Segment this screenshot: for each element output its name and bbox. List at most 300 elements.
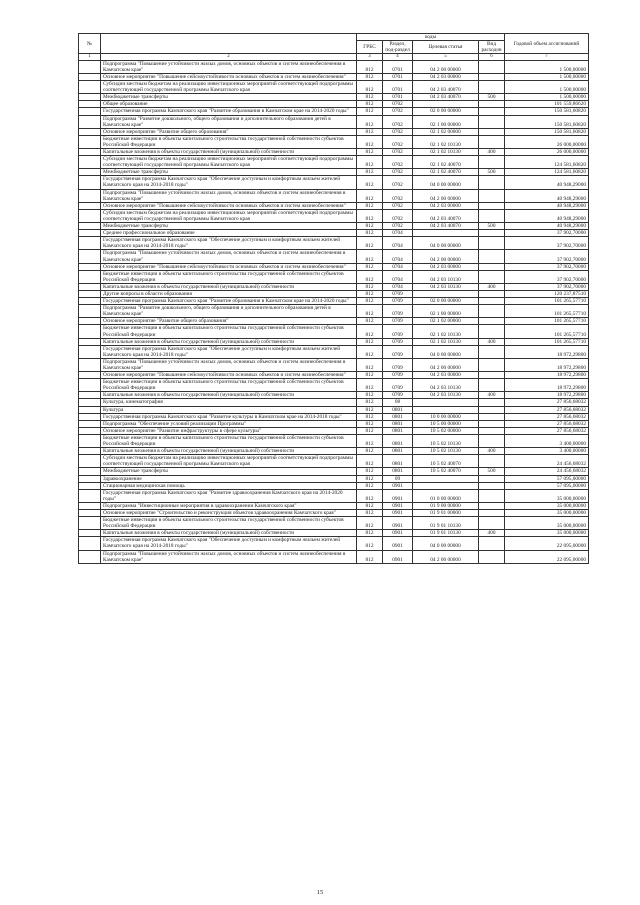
row-name-cell: Основное мероприятие "Повышение сейсмоустойчивости основных объектов и систем жизнеобеспечения" bbox=[101, 372, 357, 379]
row-sum-cell: 40 948,29000 bbox=[505, 202, 589, 209]
row-vr-cell: 500 bbox=[479, 468, 505, 475]
table-row bbox=[79, 550, 589, 563]
row-sum-cell: 35 000,00000 bbox=[505, 509, 589, 516]
row-name-cell: Государственная программа Камчатского края "Развитие культуры в Камчатском крае на 2014-2018 годы" bbox=[101, 413, 357, 420]
row-number-cell bbox=[79, 176, 101, 189]
row-number-cell bbox=[79, 413, 101, 420]
row-name-cell: Капитальные вложения в объекты государственной (муниципальной) собственности bbox=[101, 530, 357, 537]
row-grbs-cell: 812 bbox=[357, 489, 383, 502]
row-sum-cell: 27 856,68032 bbox=[505, 420, 589, 427]
row-sum-cell: 27 856,68032 bbox=[505, 427, 589, 434]
row-cs-cell: 10 5 02 10130 bbox=[413, 448, 479, 455]
row-name-cell: Бюджетные инвестиции в объекты капитального строительства государственной собственности субъектов Российской Федерации bbox=[101, 325, 357, 338]
row-name-cell: Бюджетные инвестиции в объекты капитального строительства государственной собственности субъектов Российской Федерации bbox=[101, 270, 357, 283]
row-cs-cell: 04 0 00 00000 bbox=[413, 176, 479, 189]
row-grbs-cell: 812 bbox=[357, 108, 383, 115]
row-vr-cell bbox=[479, 135, 505, 148]
row-sum-cell: 40 948,29000 bbox=[505, 176, 589, 189]
row-grbs-cell: 812 bbox=[357, 189, 383, 202]
row-name-cell: Культура, кинематография bbox=[101, 399, 357, 406]
row-grbs-cell: 812 bbox=[357, 250, 383, 263]
row-number-cell bbox=[79, 230, 101, 237]
row-cs-cell: 04 2 00 00000 bbox=[413, 60, 479, 73]
table-row bbox=[79, 73, 589, 80]
col-vr-header: Вид расходов bbox=[479, 41, 505, 54]
row-razdel-cell: 0801 bbox=[383, 468, 413, 475]
table-row bbox=[79, 325, 589, 338]
table-row bbox=[79, 434, 589, 447]
row-number-cell bbox=[79, 149, 101, 156]
row-grbs-cell: 812 bbox=[357, 502, 383, 509]
row-vr-cell bbox=[479, 108, 505, 115]
row-vr-cell bbox=[479, 115, 505, 128]
row-number-cell bbox=[79, 318, 101, 325]
row-razdel-cell: 0901 bbox=[383, 489, 413, 502]
table-row bbox=[79, 298, 589, 305]
table-row bbox=[79, 427, 589, 434]
row-grbs-cell: 812 bbox=[357, 115, 383, 128]
row-sum-cell: 57 095,00000 bbox=[505, 482, 589, 489]
row-number-cell bbox=[79, 338, 101, 345]
row-grbs-cell: 812 bbox=[357, 81, 383, 94]
row-grbs-cell: 812 bbox=[357, 230, 383, 237]
row-cs-cell: 10 0 00 00000 bbox=[413, 413, 479, 420]
row-grbs-cell: 812 bbox=[357, 413, 383, 420]
row-number-cell bbox=[79, 94, 101, 101]
row-razdel-cell: 0709 bbox=[383, 358, 413, 371]
row-cs-cell bbox=[413, 406, 479, 413]
table-row bbox=[79, 176, 589, 189]
row-name-cell: Подпрограмма "Повышение устойчивости жилых домов, основных объектов и систем жизнеобеспечения в Камчатском крае" bbox=[101, 358, 357, 371]
table-row bbox=[79, 420, 589, 427]
row-sum-cell: 27 856,68032 bbox=[505, 399, 589, 406]
row-vr-cell bbox=[479, 482, 505, 489]
row-razdel-cell: 0901 bbox=[383, 482, 413, 489]
table-row bbox=[79, 169, 589, 176]
row-sum-cell: 101 265,57710 bbox=[505, 305, 589, 318]
row-razdel-cell: 0702 bbox=[383, 115, 413, 128]
row-name-cell: Субсидии местным бюджетам на реализацию инвестиционных мероприятий соответствующей подпрограммы соответствующей государственной программы Камчатского края bbox=[101, 455, 357, 468]
row-number-cell bbox=[79, 128, 101, 135]
row-name-cell: Основное мероприятие "Повышение сейсмоустойчивости основных объектов и систем жизнеобеспечения" bbox=[101, 263, 357, 270]
row-name-cell: Государственная программа Камчатского края "Развитие образования в Камчатском крае на 2014-2020 годы" bbox=[101, 108, 357, 115]
row-cs-cell: 02 1 02 40070 bbox=[413, 169, 479, 176]
row-cs-cell: 01 9 00 00000 bbox=[413, 502, 479, 509]
row-name-cell: Межбюджетные трансферты bbox=[101, 223, 357, 230]
row-cs-cell: 02 1 02 10130 bbox=[413, 149, 479, 156]
row-grbs-cell: 812 bbox=[357, 550, 383, 563]
row-name-cell: Общее образование bbox=[101, 101, 357, 108]
row-number-cell bbox=[79, 537, 101, 550]
row-grbs-cell: 812 bbox=[357, 101, 383, 108]
row-razdel-cell: 0701 bbox=[383, 81, 413, 94]
row-sum-cell: 37 902,70000 bbox=[505, 283, 589, 290]
row-sum-cell: 150 581,60820 bbox=[505, 128, 589, 135]
row-cs-cell bbox=[413, 399, 479, 406]
row-cs-cell bbox=[413, 230, 479, 237]
row-vr-cell bbox=[479, 420, 505, 427]
row-cs-cell bbox=[413, 482, 479, 489]
table-row bbox=[79, 468, 589, 475]
table-row bbox=[79, 81, 589, 94]
row-razdel-cell: 0901 bbox=[383, 530, 413, 537]
row-razdel-cell: 0901 bbox=[383, 517, 413, 530]
row-razdel-cell: 0801 bbox=[383, 448, 413, 455]
row-cs-cell: 10 5 00 00000 bbox=[413, 420, 479, 427]
row-vr-cell bbox=[479, 128, 505, 135]
row-razdel-cell: 0701 bbox=[383, 60, 413, 73]
row-cs-cell: 01 0 00 00000 bbox=[413, 489, 479, 502]
row-razdel-cell: 08 bbox=[383, 399, 413, 406]
row-grbs-cell: 812 bbox=[357, 60, 383, 73]
row-vr-cell: 400 bbox=[479, 338, 505, 345]
row-number-cell bbox=[79, 283, 101, 290]
row-sum-cell: 22 095,00000 bbox=[505, 550, 589, 563]
row-cs-cell: 04 0 00 00000 bbox=[413, 237, 479, 250]
row-cs-cell: 02 1 02 00000 bbox=[413, 128, 479, 135]
row-cs-cell: 04 2 03 10130 bbox=[413, 283, 479, 290]
row-grbs-cell: 812 bbox=[357, 509, 383, 516]
codes-group-header: коды bbox=[357, 34, 505, 41]
row-sum-cell: 26 000,00000 bbox=[505, 149, 589, 156]
row-name-cell: Основное мероприятие "Повышение сейсмоустойчивости основных объектов и систем жизнеобеспечения" bbox=[101, 73, 357, 80]
table-row bbox=[79, 94, 589, 101]
row-number-cell bbox=[79, 468, 101, 475]
row-vr-cell bbox=[479, 101, 505, 108]
row-number-cell bbox=[79, 482, 101, 489]
row-sum-cell: 26 000,00000 bbox=[505, 135, 589, 148]
row-sum-cell: 1 500,00000 bbox=[505, 81, 589, 94]
row-number-cell bbox=[79, 489, 101, 502]
row-sum-cell: 1 500,00000 bbox=[505, 94, 589, 101]
row-name-cell: Подпрограмма "Развитие дошкольного, общего образования и дополнительного образования детей в Камчатском крае" bbox=[101, 115, 357, 128]
row-sum-cell: 35 000,00000 bbox=[505, 530, 589, 537]
row-grbs-cell: 812 bbox=[357, 345, 383, 358]
row-name-cell: Субсидии местным бюджетам на реализацию инвестиционных мероприятий соответствующей подпрограммы соответствующей государственной программы Камчатского края bbox=[101, 81, 357, 94]
row-sum-cell: 40 948,29000 bbox=[505, 209, 589, 222]
row-grbs-cell: 812 bbox=[357, 209, 383, 222]
row-vr-cell bbox=[479, 379, 505, 392]
row-grbs-cell: 812 bbox=[357, 318, 383, 325]
row-number-cell bbox=[79, 399, 101, 406]
row-vr-cell bbox=[479, 509, 505, 516]
table-row bbox=[79, 250, 589, 263]
row-number-cell bbox=[79, 509, 101, 516]
row-number-cell bbox=[79, 135, 101, 148]
row-sum-cell: 37 902,70000 bbox=[505, 270, 589, 283]
row-razdel-cell: 0709 bbox=[383, 325, 413, 338]
row-name-cell: Основное мероприятие "Развитие общего образования" bbox=[101, 128, 357, 135]
table-row bbox=[79, 237, 589, 250]
table-row bbox=[79, 489, 589, 502]
row-number-cell bbox=[79, 325, 101, 338]
row-cs-cell: 02 1 02 40070 bbox=[413, 156, 479, 169]
row-razdel-cell: 0702 bbox=[383, 108, 413, 115]
row-cs-cell bbox=[413, 101, 479, 108]
row-grbs-cell: 812 bbox=[357, 420, 383, 427]
row-sum-cell: 150 581,60820 bbox=[505, 115, 589, 128]
row-name-cell: Государственная программа Камчатского края "Развитие образования в Камчатском крае на 2014-2020 годы" bbox=[101, 298, 357, 305]
row-name-cell: Подпрограмма "Развитие дошкольного, общего образования и дополнительного образования детей в Камчатском крае" bbox=[101, 305, 357, 318]
row-vr-cell bbox=[479, 455, 505, 468]
row-razdel-cell: 0702 bbox=[383, 149, 413, 156]
row-name-cell: Государственная программа Камчатского края "Обеспечение доступным и комфортным жильем жителей Камчатского края на 2014-2018 годы" bbox=[101, 176, 357, 189]
row-cs-cell: 04 2 03 10130 bbox=[413, 379, 479, 392]
row-grbs-cell: 812 bbox=[357, 379, 383, 392]
row-number-cell bbox=[79, 73, 101, 80]
table-row bbox=[79, 115, 589, 128]
row-sum-cell: 27 856,68032 bbox=[505, 413, 589, 420]
row-razdel-cell: 0709 bbox=[383, 290, 413, 297]
row-sum-cell: 3 400,00000 bbox=[505, 448, 589, 455]
row-sum-cell: 124 581,60820 bbox=[505, 169, 589, 176]
row-sum-cell: 1 500,00000 bbox=[505, 73, 589, 80]
row-grbs-cell: 812 bbox=[357, 149, 383, 156]
row-sum-cell: 3 400,00000 bbox=[505, 434, 589, 447]
row-razdel-cell: 0702 bbox=[383, 189, 413, 202]
row-vr-cell bbox=[479, 427, 505, 434]
row-razdel-cell: 0704 bbox=[383, 283, 413, 290]
row-razdel-cell: 0709 bbox=[383, 372, 413, 379]
row-name-cell: Основное мероприятие "Развитие общего образования" bbox=[101, 318, 357, 325]
row-cs-cell: 04 0 00 00000 bbox=[413, 345, 479, 358]
row-razdel-cell: 0901 bbox=[383, 537, 413, 550]
row-vr-cell: 500 bbox=[479, 169, 505, 176]
row-vr-cell: 400 bbox=[479, 448, 505, 455]
row-cs-cell: 01 9 01 10130 bbox=[413, 530, 479, 537]
row-cs-cell: 10 5 02 00000 bbox=[413, 427, 479, 434]
col-num-7: 7 bbox=[505, 54, 589, 61]
row-sum-cell: 24 456,68032 bbox=[505, 455, 589, 468]
row-vr-cell bbox=[479, 250, 505, 263]
row-razdel-cell: 0702 bbox=[383, 209, 413, 222]
budget-table-sheet bbox=[78, 33, 588, 564]
col-num-4: 4 bbox=[383, 54, 413, 61]
row-sum-cell: 37 902,70000 bbox=[505, 250, 589, 263]
row-cs-cell: 04 2 00 00000 bbox=[413, 250, 479, 263]
table-row bbox=[79, 345, 589, 358]
col-cs-header: Целевая статья bbox=[413, 41, 479, 54]
table-body bbox=[79, 60, 589, 563]
row-name-cell: Подпрограмма "Повышение устойчивости жилых домов, основных объектов и систем жизнеобеспечения в Камчатском крае" bbox=[101, 550, 357, 563]
row-vr-cell bbox=[479, 502, 505, 509]
page-number: 15 bbox=[316, 889, 324, 896]
row-sum-cell: 101 265,57710 bbox=[505, 325, 589, 338]
row-sum-cell: 35 000,00000 bbox=[505, 517, 589, 530]
row-number-cell bbox=[79, 434, 101, 447]
row-number-cell bbox=[79, 305, 101, 318]
col-sum-header: Годовой объем ассигнований bbox=[505, 34, 589, 54]
row-razdel-cell: 0901 bbox=[383, 502, 413, 509]
row-number-cell bbox=[79, 223, 101, 230]
table-row bbox=[79, 482, 589, 489]
row-grbs-cell: 812 bbox=[357, 94, 383, 101]
table-row bbox=[79, 128, 589, 135]
row-vr-cell bbox=[479, 406, 505, 413]
col-num-6: 6 bbox=[479, 54, 505, 61]
col-num-2: 2 bbox=[101, 54, 357, 61]
row-cs-cell: 04 2 00 00000 bbox=[413, 550, 479, 563]
col-grbs-header: ГРБС bbox=[357, 41, 383, 54]
row-razdel-cell: 0801 bbox=[383, 455, 413, 468]
table-row bbox=[79, 399, 589, 406]
row-razdel-cell: 09 bbox=[383, 475, 413, 482]
row-razdel-cell: 0702 bbox=[383, 128, 413, 135]
row-razdel-cell: 0709 bbox=[383, 305, 413, 318]
row-name-cell: Основное мероприятие "Развитие инфраструктуры в сфере культуры" bbox=[101, 427, 357, 434]
table-row bbox=[79, 406, 589, 413]
budget-table bbox=[78, 33, 589, 564]
row-number-cell bbox=[79, 60, 101, 73]
row-cs-cell: 04 2 03 10130 bbox=[413, 392, 479, 399]
row-grbs-cell: 812 bbox=[357, 169, 383, 176]
row-name-cell: Подпрограмма "Повышение устойчивости жилых домов, основных объектов и систем жизнеобеспечения в Камчатском крае" bbox=[101, 189, 357, 202]
row-cs-cell: 04 2 03 40070 bbox=[413, 223, 479, 230]
row-cs-cell: 02 1 02 10130 bbox=[413, 325, 479, 338]
row-sum-cell: 18 972,29800 bbox=[505, 345, 589, 358]
row-cs-cell: 04 2 00 00000 bbox=[413, 189, 479, 202]
row-razdel-cell: 0701 bbox=[383, 94, 413, 101]
row-number-cell bbox=[79, 209, 101, 222]
row-sum-cell: 1 500,00000 bbox=[505, 60, 589, 73]
row-vr-cell bbox=[479, 358, 505, 371]
row-number-cell bbox=[79, 156, 101, 169]
row-vr-cell bbox=[479, 399, 505, 406]
row-name-cell: Государственная программа Камчатского края "Обеспечение доступным и комфортным жильем жителей Камчатского края на 2014-2018 годы" bbox=[101, 345, 357, 358]
row-number-cell bbox=[79, 169, 101, 176]
table-row bbox=[79, 530, 589, 537]
table-row bbox=[79, 189, 589, 202]
row-grbs-cell: 812 bbox=[357, 156, 383, 169]
row-name-cell: Подпрограмма "Инвестиционные мероприятия в здравоохранении Камчатского края" bbox=[101, 502, 357, 509]
row-number-cell bbox=[79, 101, 101, 108]
table-row bbox=[79, 149, 589, 156]
row-grbs-cell: 812 bbox=[357, 298, 383, 305]
row-number-cell bbox=[79, 358, 101, 371]
row-grbs-cell: 812 bbox=[357, 406, 383, 413]
table-row bbox=[79, 413, 589, 420]
row-razdel-cell: 0704 bbox=[383, 270, 413, 283]
row-vr-cell bbox=[479, 345, 505, 358]
row-sum-cell: 37 902,70000 bbox=[505, 263, 589, 270]
row-cs-cell: 04 0 00 00000 bbox=[413, 537, 479, 550]
row-vr-cell bbox=[479, 413, 505, 420]
row-grbs-cell: 812 bbox=[357, 176, 383, 189]
row-grbs-cell: 812 bbox=[357, 358, 383, 371]
row-grbs-cell: 812 bbox=[357, 530, 383, 537]
row-vr-cell bbox=[479, 176, 505, 189]
row-grbs-cell: 812 bbox=[357, 73, 383, 80]
row-razdel-cell: 0701 bbox=[383, 73, 413, 80]
row-vr-cell bbox=[479, 550, 505, 563]
row-cs-cell: 10 5 02 10130 bbox=[413, 434, 479, 447]
row-razdel-cell: 0709 bbox=[383, 345, 413, 358]
row-number-cell bbox=[79, 427, 101, 434]
row-razdel-cell: 0704 bbox=[383, 250, 413, 263]
row-number-cell bbox=[79, 379, 101, 392]
row-cs-cell: 02 1 00 00000 bbox=[413, 115, 479, 128]
row-name-cell: Культура bbox=[101, 406, 357, 413]
table-row bbox=[79, 60, 589, 73]
table-row bbox=[79, 270, 589, 283]
row-cs-cell: 02 1 00 00000 bbox=[413, 305, 479, 318]
row-name-cell: Стационарная медицинская помощь bbox=[101, 482, 357, 489]
row-name-cell: Основное мероприятие "Строительство и реконструкция объектов здравоохранения Камчатского края" bbox=[101, 509, 357, 516]
row-grbs-cell: 812 bbox=[357, 270, 383, 283]
row-name-cell: Бюджетные инвестиции в объекты капитального строительства государственной собственности субъектов Российской Федерации bbox=[101, 434, 357, 447]
row-cs-cell: 10 5 02 40070 bbox=[413, 455, 479, 468]
row-name-cell: Бюджетные инвестиции в объекты капитального строительства государственной собственности субъектов Российской Федерации bbox=[101, 517, 357, 530]
table-row bbox=[79, 475, 589, 482]
row-vr-cell bbox=[479, 156, 505, 169]
row-vr-cell bbox=[479, 237, 505, 250]
row-grbs-cell: 812 bbox=[357, 427, 383, 434]
table-row bbox=[79, 537, 589, 550]
row-cs-cell: 02 0 00 00000 bbox=[413, 298, 479, 305]
row-number-cell bbox=[79, 250, 101, 263]
row-vr-cell bbox=[479, 475, 505, 482]
row-sum-cell: 101 265,57710 bbox=[505, 338, 589, 345]
row-number-cell bbox=[79, 392, 101, 399]
table-row bbox=[79, 455, 589, 468]
row-grbs-cell: 812 bbox=[357, 482, 383, 489]
row-number-cell bbox=[79, 475, 101, 482]
row-name-cell: Среднее профессиональное образование bbox=[101, 230, 357, 237]
row-sum-cell: 18 972,29800 bbox=[505, 372, 589, 379]
row-sum-cell: 101 265,57710 bbox=[505, 298, 589, 305]
row-razdel-cell: 0702 bbox=[383, 169, 413, 176]
row-vr-cell bbox=[479, 434, 505, 447]
row-number-cell bbox=[79, 115, 101, 128]
row-cs-cell: 02 1 02 10130 bbox=[413, 338, 479, 345]
row-vr-cell bbox=[479, 325, 505, 338]
row-cs-cell: 02 1 02 10130 bbox=[413, 135, 479, 148]
table-row bbox=[79, 318, 589, 325]
row-name-cell: Капитальные вложения в объекты государственной (муниципальной) собственности bbox=[101, 392, 357, 399]
table-row bbox=[79, 448, 589, 455]
row-razdel-cell: 0702 bbox=[383, 176, 413, 189]
row-name-cell: Здравоохранение bbox=[101, 475, 357, 482]
row-vr-cell bbox=[479, 537, 505, 550]
row-grbs-cell: 812 bbox=[357, 468, 383, 475]
row-sum-cell: 101 559,86620 bbox=[505, 101, 589, 108]
table-row bbox=[79, 101, 589, 108]
row-number-cell bbox=[79, 372, 101, 379]
row-number-cell bbox=[79, 502, 101, 509]
row-razdel-cell: 0702 bbox=[383, 223, 413, 230]
row-razdel-cell: 0709 bbox=[383, 318, 413, 325]
table-row bbox=[79, 358, 589, 371]
row-name-cell: Субсидии местным бюджетам на реализацию инвестиционных мероприятий соответствующей подпрограммы соответствующей государственной программы Камчатского края bbox=[101, 209, 357, 222]
row-vr-cell bbox=[479, 517, 505, 530]
row-cs-cell: 04 2 03 40070 bbox=[413, 209, 479, 222]
row-number-cell bbox=[79, 290, 101, 297]
row-vr-cell: 500 bbox=[479, 223, 505, 230]
row-cs-cell: 04 2 03 40070 bbox=[413, 81, 479, 94]
row-cs-cell: 04 2 03 40070 bbox=[413, 94, 479, 101]
table-row bbox=[79, 283, 589, 290]
row-sum-cell: 18 972,29800 bbox=[505, 392, 589, 399]
row-number-cell bbox=[79, 298, 101, 305]
row-vr-cell bbox=[479, 60, 505, 73]
row-sum-cell: 22 095,00000 bbox=[505, 537, 589, 550]
row-sum-cell: 120 237,87510 bbox=[505, 290, 589, 297]
row-razdel-cell: 0901 bbox=[383, 550, 413, 563]
col-num-3: 3 bbox=[357, 54, 383, 61]
row-number-cell bbox=[79, 108, 101, 115]
row-sum-cell: 37 902,70000 bbox=[505, 237, 589, 250]
table-row bbox=[79, 502, 589, 509]
